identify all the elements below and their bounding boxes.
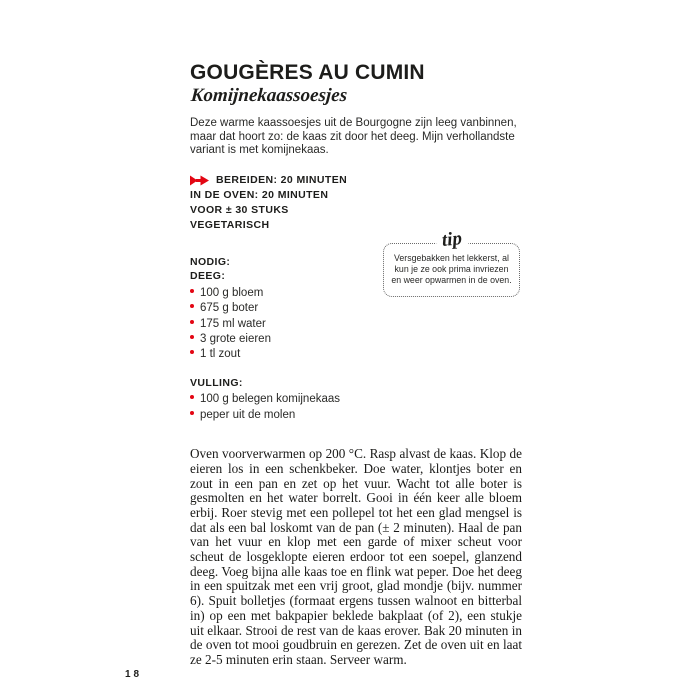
page-number: 18 (125, 669, 143, 680)
instructions-paragraph: Oven voorverwarmen op 200 °C. Rasp alvast de kaas. Klop de eieren los in een schenkbeker. Doe water, klontjes boter en zout in een pan en zet op het vuur. Wacht tot alle boter is gesmolten en het water borrelt. Gooi in één keer alle bloem erbij. Roer stevig met een pollepel tot het een glad mengsel is dat als een bal loskomt van de pan (± 2 minuten). Haal de pan van het vuur en klop met een garde of mixer scheut voor scheut de losgeklopte eieren erdoor tot een soepel, glanzend deeg. Voeg bijna alle kaas toe en flink wat peper. Doe het deeg in een spuitzak met een vrij groot, glad mondje (bijv. nummer 6). Spuit bolletjes (formaat ergens tussen walnoot en bitterbal in) op een met bakpapier beklede bakplaat (of 2), een stukje uit elkaar. Strooi de rest van de kaas erover. Bak 20 minuten in de oven tot mooi goudbruin en gerezen. Zet de oven uit en laat ze 2-5 minuten erin staan. Serveer warm. (190, 446, 522, 667)
meta-line-portions: VOOR ± 30 STUKS (190, 203, 289, 216)
ingredient-label: peper uit de molen (200, 408, 296, 421)
recipe-column (190, 61, 522, 668)
list-item (190, 408, 522, 423)
meta-line-diet: VEGETARISCH (190, 218, 270, 231)
ingredient-list-deeg (190, 286, 522, 363)
list-item (190, 301, 522, 316)
tip-text: Versgebakken het lekkerst, al kun je ze ook prima invriezen en weer opwarmen in de oven. (391, 253, 512, 285)
meta-line-bereiden (190, 173, 522, 188)
group-heading-vulling: VULLING: (190, 376, 243, 389)
recipe-intro: Deze warme kaassoesjes uit de Bourgogne zijn leeg vanbinnen, maar dat hoort zo: de kaas zit door het deeg. Mijn verhollandste variant is met komijnekaas. (190, 117, 517, 157)
double-arrow-icon (190, 175, 209, 186)
recipe-subtitle: Komijnekaassoesjes (190, 85, 348, 106)
ingredient-label: 100 g belegen komijnekaas (200, 393, 341, 406)
bullet-icon (190, 320, 194, 324)
ingredient-label: 3 grote eieren (200, 333, 271, 345)
meta-bereiden-label: BEREIDEN: 20 MINUTEN (216, 173, 348, 186)
bullet-icon (190, 411, 194, 415)
tip-box (383, 228, 520, 297)
ingredient-label: 100 g bloem (200, 286, 264, 299)
recipe-meta (190, 173, 522, 233)
page-title: GOUGÈRES AU CUMIN (190, 61, 425, 84)
list-item (190, 317, 522, 332)
bullet-icon (190, 395, 194, 399)
ingredient-label: 675 g boter (200, 302, 259, 315)
ingredients-heading: NODIG: (190, 255, 231, 268)
ingredient-label: 175 ml water (200, 317, 266, 330)
bullet-icon (190, 289, 194, 293)
bullet-icon (190, 350, 194, 354)
meta-line-oven: IN DE OVEN: 20 MINUTEN (190, 188, 329, 201)
ingredient-list-vulling (190, 392, 522, 423)
group-heading-deeg: DEEG: (190, 270, 226, 283)
list-item (190, 332, 522, 347)
bullet-icon (190, 304, 194, 308)
list-item (190, 392, 522, 407)
tip-label: tip (434, 227, 468, 252)
ingredient-label: 1 tl zout (200, 348, 241, 361)
bullet-icon (190, 335, 194, 339)
list-item (190, 347, 522, 362)
